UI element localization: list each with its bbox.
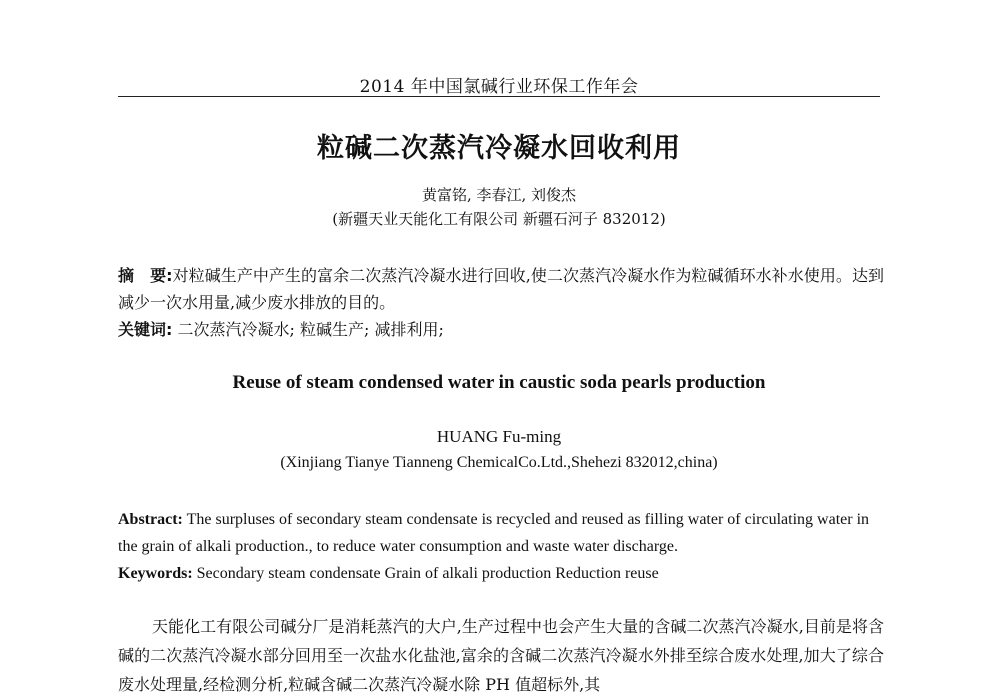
body-paragraph: 天能化工有限公司碱分厂是消耗蒸汽的大户,生产过程中也会产生大量的含碱二次蒸汽冷凝水,目前是将含碱的二次蒸汽冷凝水部分回用至一次盐水化盐池,富余的含碱二次蒸汽冷凝水外排至综合废水处理,加大了综合废水处理量,经检测分析,粒碱含碱二次蒸汽冷凝水除 PH 值超标外,其 <box>118 617 884 694</box>
article-title-en: Reuse of steam condensed water in caustic soda pearls production <box>232 372 766 393</box>
abstract-cn-label: 摘 要: <box>118 266 173 285</box>
keywords-en-label: Keywords: <box>118 565 193 582</box>
abstract-cn <box>118 262 884 316</box>
header-rule <box>118 96 880 97</box>
abstract-cn-text: 对粒碱生产中产生的富余二次蒸汽冷凝水进行回收,使二次蒸汽冷凝水作为粒碱循环水补水使用。达到减少一次水用量,减少废水排放的目的。 <box>118 266 884 312</box>
keywords-cn-text: 二次蒸汽冷凝水; 粒碱生产; 减排利用; <box>177 320 444 339</box>
running-header: 2014 年中国氯碱行业环保工作年会 <box>359 77 639 97</box>
abstract-en <box>118 506 884 560</box>
keywords-en <box>118 560 884 587</box>
keywords-cn <box>118 316 884 343</box>
keywords-en-text: Secondary steam condensate Grain of alkali production Reduction reuse <box>196 565 659 582</box>
article-title-cn: 粒碱二次蒸汽冷凝水回收利用 <box>317 133 681 164</box>
abstract-en-label: Abstract: <box>118 511 183 528</box>
abstract-en-text: The surpluses of secondary steam condensate is recycled and reused as filling water of circulating water in the grain of alkali production., to reduce water consumption and waste water discharge. <box>118 511 870 555</box>
keywords-cn-label: 关键词: <box>118 320 173 339</box>
author-en: HUANG Fu-ming <box>436 427 562 446</box>
affiliation-en: (Xinjiang Tianye Tianneng ChemicalCo.Ltd.,Shehezi 832012,china) <box>280 454 718 471</box>
authors-cn: 黄富铭, 李春江, 刘俊杰 <box>421 186 577 204</box>
affiliation-cn: (新疆天业天能化工有限公司 新疆石河子 832012) <box>332 210 666 228</box>
